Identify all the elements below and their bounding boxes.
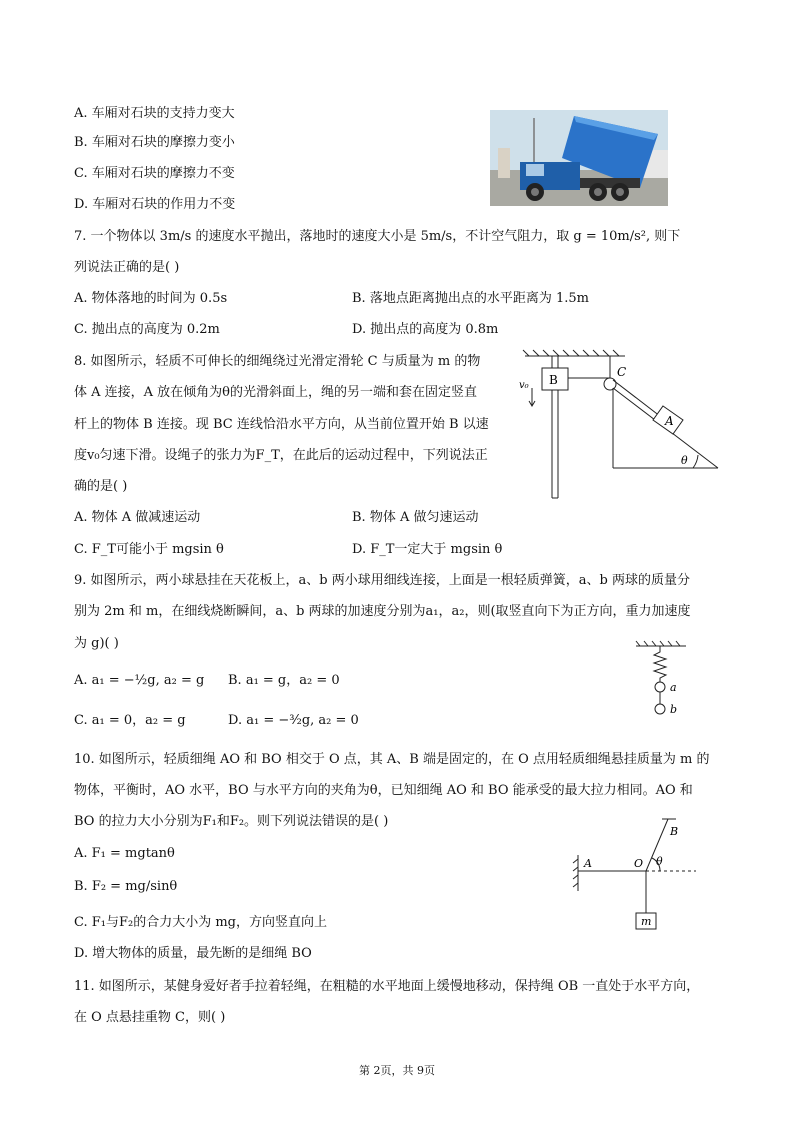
q8-option-b: B. 物体 A 做匀速运动 [352, 510, 479, 525]
q8-stem-line3: 杆上的物体 B 连接。现 BC 连线恰沿水平方向，从当前位置开始 B 以速 [74, 417, 489, 432]
q9-stem-line1: 9. 如图所示，两小球悬挂在天花板上，a、b 两小球用细线连接，上面是一根轻质弹簧，a、b 两球的质量分 [74, 573, 690, 588]
q10-stem-line1: 10. 如图所示，轻质细绳 AO 和 BO 相交于 O 点，其 A、B 端是固定的，在 O 点用轻质细绳悬挂质量为 m 的 [74, 752, 710, 767]
q11-stem-line2: 在 O 点悬挂重物 C，则( ) [74, 1010, 226, 1025]
q8-option-c: C. F_T可能小于 mgsin θ [74, 542, 224, 557]
q6-option-c: C. 车厢对石块的摩擦力不变 [74, 166, 235, 181]
q10-label-theta: θ [656, 855, 663, 868]
q10-option-a: A. F₁ = mgtanθ [74, 846, 175, 861]
q8-stem-line2: 体 A 连接，A 放在倾角为θ的光滑斜面上，绳的另一端和套在固定竖直 [74, 385, 478, 400]
q9-option-c: C. a₁ = 0，a₂ = g [74, 713, 186, 728]
q8-label-b: B [549, 373, 558, 387]
q9-label-b: b [670, 703, 678, 716]
q10-label-b: B [670, 825, 679, 838]
q8-label-c: C [617, 365, 627, 379]
q9-option-a: A. a₁ = −½g, a₂ = g [74, 673, 205, 688]
q8-stem-line4: 度v₀匀速下滑。设绳子的张力为F_T，在此后的运动过程中，下列说法正 [74, 448, 488, 463]
q8-option-d: D. F_T一定大于 mgsin θ [352, 542, 503, 557]
q6-option-d: D. 车厢对石块的作用力不变 [74, 197, 236, 212]
q7-option-a: A. 物体落地的时间为 0.5s [74, 291, 228, 306]
q7-stem-line2: 列说法正确的是( ) [74, 260, 180, 275]
q6-option-b: B. 车厢对石块的摩擦力变小 [74, 135, 235, 150]
q10-label-m: m [641, 915, 652, 928]
q6-option-a: A. 车厢对石块的支持力变大 [74, 106, 235, 121]
q9-stem-line2: 别为 2m 和 m，在细线烧断瞬间，a、b 两球的加速度分别为a₁，a₂，则(取竖直向下为正方向，重力加速度 [74, 604, 691, 619]
q8-stem-line5: 确的是( ) [74, 479, 128, 494]
q10-label-o: O [634, 857, 644, 870]
page-footer: 第 2页，共 9页 [359, 1064, 435, 1077]
q10-rope-diagram [572, 815, 702, 935]
q8-stem-line1: 8. 如图所示，轻质不可伸长的细绳绕过光滑定滑轮 C 与质量为 m 的物 [74, 354, 481, 369]
q7-option-d: D. 抛出点的高度为 0.8m [352, 322, 499, 337]
q10-stem-line2: 物体，平衡时，AO 水平，BO 与水平方向的夹角为θ，已知细绳 AO 和 BO 能承受的最大拉力相同。AO 和 [74, 783, 693, 798]
q7-stem-line1: 7. 一个物体以 3m/s 的速度水平抛出，落地时的速度大小是 5m/s，不计空气阻力，取 g = 10m/s², 则下 [74, 229, 681, 244]
q9-option-b: B. a₁ = g，a₂ = 0 [228, 673, 340, 688]
q7-option-c: C. 抛出点的高度为 0.2m [74, 322, 220, 337]
q9-option-d: D. a₁ = −³⁄₂g, a₂ = 0 [228, 713, 359, 728]
q11-stem-line1: 11. 如图所示，某健身爱好者手拉着轻绳，在粗糙的水平地面上缓慢地移动，保持绳 OB 一直处于水平方向， [74, 979, 700, 994]
dump-truck-image [490, 110, 668, 206]
q8-option-a: A. 物体 A 做减速运动 [74, 510, 201, 525]
q8-label-v0: v₀ [519, 380, 529, 391]
q10-stem-line3: BO 的拉力大小分别为F₁和F₂。则下列说法错误的是( ) [74, 814, 389, 829]
q9-stem-line3: 为 g)( ) [74, 636, 119, 651]
q10-label-a: A [584, 857, 592, 870]
q8-pulley-diagram [515, 348, 725, 503]
q7-option-b: B. 落地点距离抛出点的水平距离为 1.5m [352, 291, 589, 306]
q9-spring-diagram [632, 640, 692, 720]
q9-label-a: a [670, 681, 677, 694]
q10-option-d: D. 增大物体的质量，最先断的是细绳 BO [74, 946, 312, 961]
q10-option-b: B. F₂ = mg/sinθ [74, 879, 178, 894]
q10-option-c: C. F₁与F₂的合力大小为 mg，方向竖直向上 [74, 915, 327, 930]
q8-label-a: A [665, 414, 674, 428]
q8-label-theta: θ [681, 454, 688, 467]
